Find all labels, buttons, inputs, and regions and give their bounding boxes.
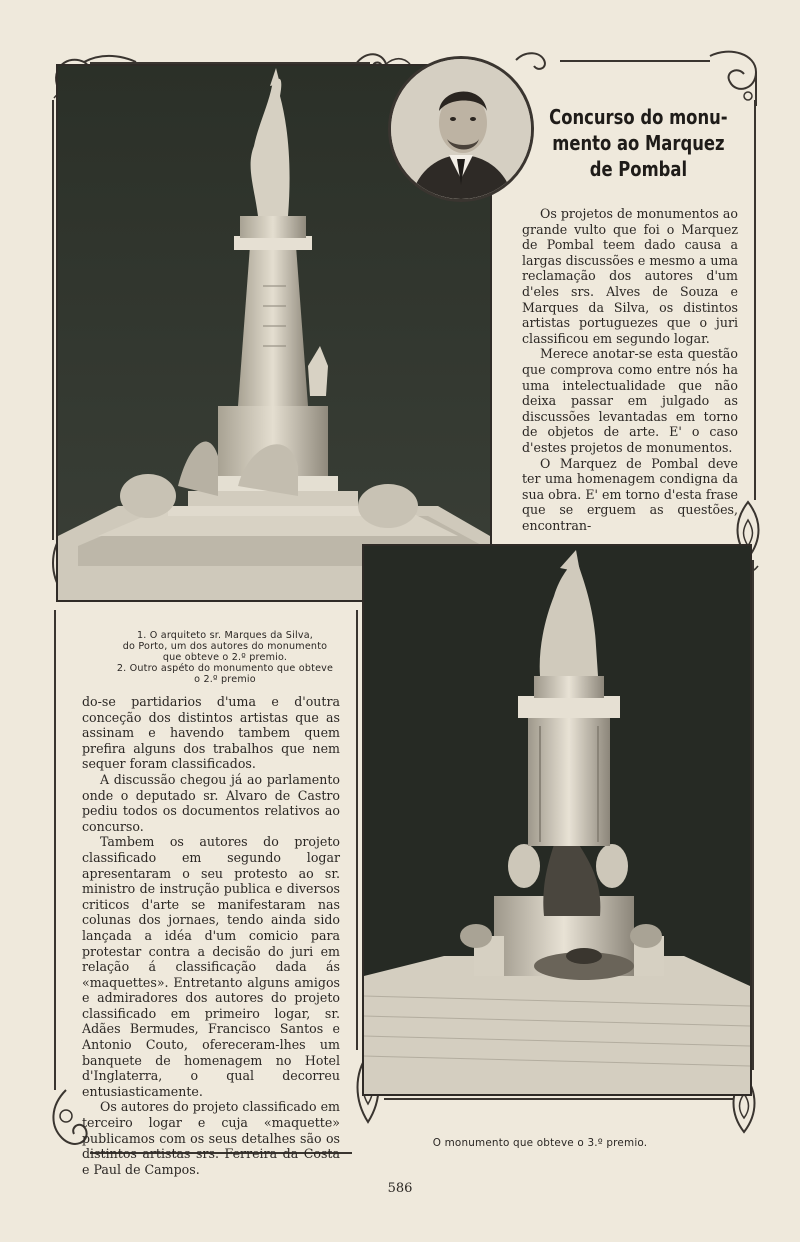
portrait-marques-da-silva bbox=[388, 56, 534, 202]
left-paragraph-1: do-se partidarios d'uma e d'outra conceção dos distintos artistas que as assinam e havendo tambem quem prefira alguns dos trabalhos que nem sequer foram classificados. bbox=[82, 694, 340, 772]
corner-ornament-top-right bbox=[510, 46, 766, 106]
caption-line-1: 1. O arquiteto sr. Marques da Silva, bbox=[136, 630, 314, 641]
page-number: 586 bbox=[387, 1181, 413, 1196]
frame-right-lower-line bbox=[752, 560, 754, 1070]
caption-photos-1-2 bbox=[100, 630, 350, 685]
right-paragraph-3: O Marquez de Pombal deve ter uma homenagem condigna da sua obra. E' em torno d'esta frase que se erguem as questões, encontran- bbox=[522, 455, 738, 533]
caption-photo-3: O monumento que obteve o 3.º premio. bbox=[432, 1137, 648, 1149]
article-title bbox=[540, 104, 737, 182]
frame-left-lower-line bbox=[54, 610, 56, 1090]
left-paragraph-3: Tambem os autores do projeto classificado em segundo logar apresentaram o seu protesto ao sr. ministro de instrução publica e diversos criticos d'arte se manifestaram nas colunas dos jornaes, tendo ainda sido lançada a idéa d'um comicio para protestar contra a decisão do juri em relação á classificação dada ás «maquettes». Entretanto alguns amigos e admiradores dos autores do projeto classificado em primeiro logar, sr. Adães Bermudes, Francisco Santos e Antonio Couto, ofereceram-lhes um banquete de homenagem no Hotel d'Inglaterra, o qual decorreu entusiasticamente. bbox=[82, 834, 340, 1099]
right-column-text bbox=[522, 206, 738, 533]
caption-line-5: o 2.º premio bbox=[194, 674, 256, 685]
left-paragraph-2: A discussão chegou já ao parlamento onde o deputado sr. Alvaro de Castro pediu todos os documentos relativos ao concurso. bbox=[82, 771, 340, 834]
title-line-1: Concurso do monu- bbox=[549, 105, 728, 129]
left-column-text bbox=[82, 694, 340, 1177]
frame-bottom-right-line bbox=[384, 1098, 734, 1100]
caption-line-3: que obteve o 2.º premio. bbox=[162, 652, 288, 663]
photo-monument-third-prize bbox=[362, 544, 752, 1096]
frame-left-line bbox=[52, 100, 54, 540]
frame-mid-vertical-line bbox=[356, 610, 358, 1050]
left-paragraph-4: Os autores do projeto classificado em terceiro logar e cuja «maquette» publicamos com os seus detalhes são os distintos artistas srs. Ferreira da Costa e Paul de Campos. bbox=[82, 1099, 340, 1177]
right-paragraph-2: Merece anotar-se esta questão que comprova como entre nós ha uma intelectualidade que não deixa passar em julgado as discussões levantadas em torno de objetos de arte. E' o caso d'estes projetos de monumentos. bbox=[522, 346, 738, 455]
frame-right-line bbox=[754, 100, 756, 500]
title-line-3: de Pombal bbox=[589, 157, 688, 181]
title-line-2: mento ao Marquez bbox=[552, 131, 725, 155]
right-paragraph-1: Os projetos de monumentos ao grande vulto que foi o Marquez de Pombal teem dado causa a largas discussões e mesmo a uma reclamação dos autores d'um d'eles srs. Alves de Souza e Marques da Silva, os distintos artistas portuguezes que o juri classificou em segundo logar. bbox=[522, 206, 738, 346]
caption-line-4: 2. Outro aspéto do monumento que obteve bbox=[116, 663, 334, 674]
caption-line-2: do Porto, um dos autores do monumento bbox=[122, 641, 328, 652]
